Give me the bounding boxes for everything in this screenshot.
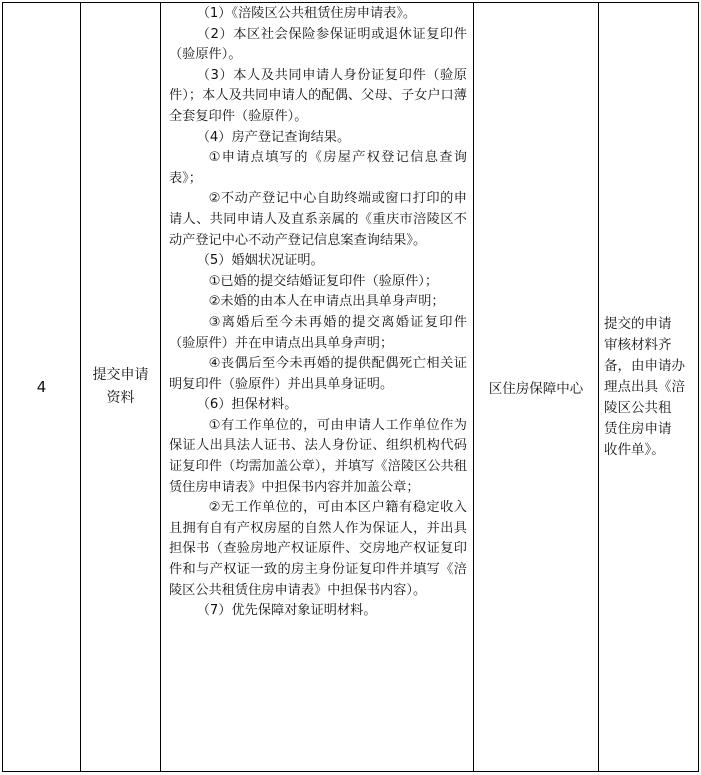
category-line: 提交申请 <box>92 367 149 383</box>
category-cell <box>81 3 160 771</box>
material-item: ③离婚后至今未再婚的提交离婚证复印件（验原件）并在申请点出具单身声明； <box>169 314 467 351</box>
note-line: 提交的申请 <box>604 315 672 332</box>
materials-list <box>161 3 473 771</box>
note-text <box>604 314 685 461</box>
note-line: 陵区公共租 <box>604 399 672 416</box>
material-item: （6）担保材料。 <box>196 397 298 413</box>
material-item: ①有工作单位的，可由申请人工作单位作为保证人出具法人证书、法人身份证、组织机构代码证复印件（均需加盖公章），并填写《涪陵区公共租赁住房申请表》中担保书内容并加盖公章； <box>169 417 467 495</box>
note-line: 理点出具《涪 <box>604 378 685 395</box>
material-item: （7）优先保障对象证明材料。 <box>196 603 377 619</box>
material-item: （5）婚姻状况证明。 <box>196 253 324 269</box>
department-cell: 区住房保障中心 <box>488 381 584 397</box>
material-item: ②未婚的由本人在申请点出具单身声明； <box>208 294 445 310</box>
note-line: 备，由申请办 <box>604 357 685 374</box>
material-item: （2）本区社会保险参保证明或退休证复印件（验原件）。 <box>169 26 467 63</box>
note-line: 赁住房申请 <box>604 420 672 437</box>
material-item: （4）房产登记查询结果。 <box>196 129 351 145</box>
material-item: （3）本人及共同申请人身份证复印件（验原件）；本人及共同申请人的配偶、父母、子女户口薄全套复印件（验原件）。 <box>169 67 467 124</box>
material-item: ④丧偶后至今未再婚的提供配偶死亡相关证明复印件（验原件）并出具单身证明。 <box>169 356 467 392</box>
row-number: 4 <box>36 378 47 396</box>
category-line: 资料 <box>106 390 135 406</box>
material-item: ①申请点填写的《房屋产权登记信息查询表》； <box>169 150 467 186</box>
note-line: 收件单》。 <box>604 441 665 458</box>
material-item: （1）《涪陵区公共租赁住房申请表》。 <box>196 6 417 21</box>
material-item: ②无工作单位的，可由本区户籍有稳定收入且拥有自有产权房屋的自然人作为保证人，并出具担保书（查验房地产权证原件、交房地产权证复印件和与产权证一致的房主身份证复印件并填写《涪陵区公共租赁住房申请表》中担保书内容）。 <box>169 500 467 598</box>
material-item: ②不动产登记中心自助终端或窗口打印的申请人、共同申请人及直系亲属的《重庆市涪陵区不动产登记中心不动产登记信息案查询结果》。 <box>169 191 467 248</box>
note-line: 审核材料齐 <box>604 336 672 353</box>
material-item: ①已婚的提交结婚证复印件（验原件）； <box>208 273 439 289</box>
requirements-table <box>2 2 699 772</box>
note-cell <box>599 3 700 771</box>
